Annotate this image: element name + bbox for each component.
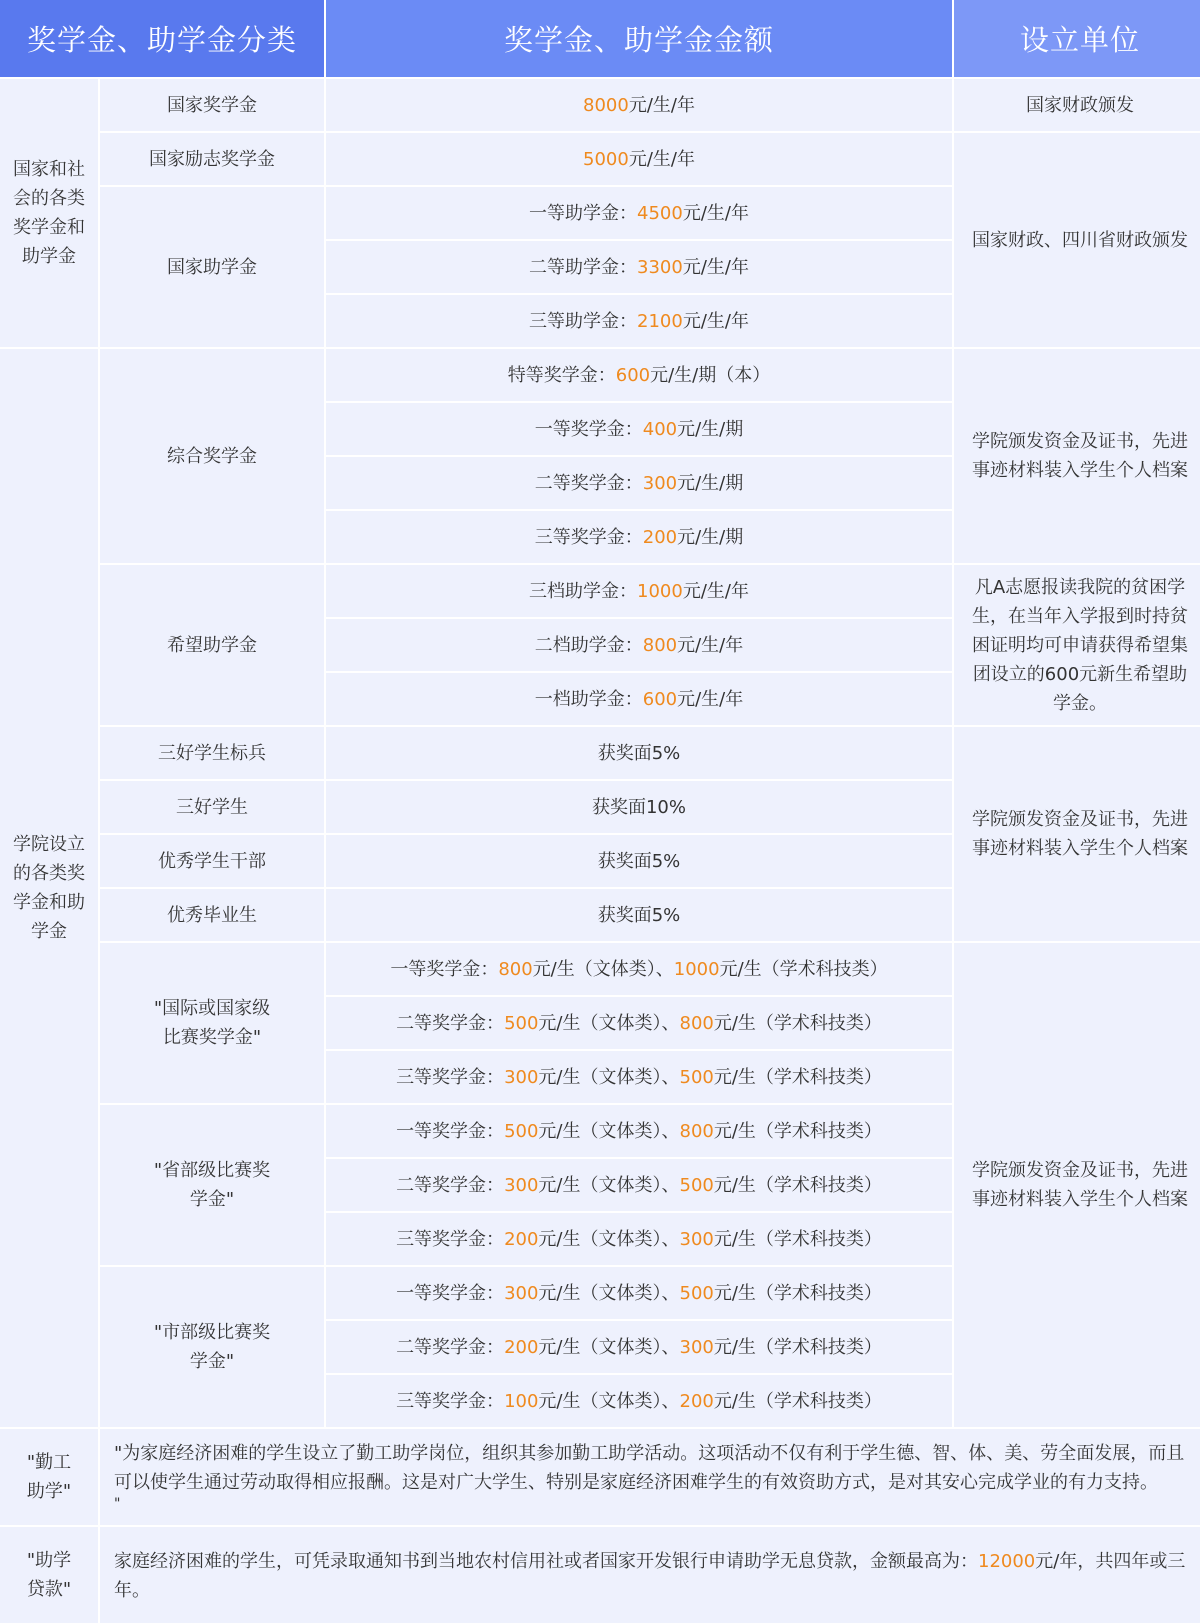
amount-row: 一等奖学金： 800 元/生（文体类）、 1000 元/生（学术科技类）: [326, 943, 952, 995]
work-study-text: "为家庭经济困难的学生设立了勤工助学岗位，组织其参加勤工助学活动。这项活动不仅有利于学生德、智、体、美、劳全面发展，而且可以使学生通过劳动取得相应报酬。这是对广大学生、特别是家庭经济困难学生的有效资助方式，是对其安心完成学业的有力支持。: [114, 1443, 1185, 1493]
amount-row: 三等助学金： 2100 元/生/年: [326, 295, 952, 347]
amount-row: 二等奖学金： 200 元/生（文体类）、 300 元/生（学术科技类）: [326, 1321, 952, 1373]
name-national-grant: 国家助学金: [100, 187, 324, 347]
header-unit: 设立单位: [954, 0, 1200, 77]
amount-row: 三档助学金： 1000 元/生/年: [326, 565, 952, 617]
amount-row: 二等助学金： 3300 元/生/年: [326, 241, 952, 293]
unit-national-provincial-finance: 国家财政、四川省财政颁发: [954, 133, 1200, 347]
work-study-description: [100, 1429, 1200, 1525]
amount-row: 获奖面5%: [326, 889, 952, 941]
name-model-student: 三好学生标兵: [100, 727, 324, 779]
name-national-scholarship: 国家奖学金: [100, 79, 324, 131]
unit-national-finance: 国家财政颁发: [954, 79, 1200, 131]
header-category: 奖学金、助学金分类: [0, 0, 324, 77]
amount-row: 三等奖学金： 200 元/生（文体类）、 300 元/生（学术科技类）: [326, 1213, 952, 1265]
amount-row: 三等奖学金： 300 元/生（文体类）、 500 元/生（学术科技类）: [326, 1051, 952, 1103]
name-comprehensive: 综合奖学金: [100, 349, 324, 563]
amount-row: 二档助学金： 800 元/生/年: [326, 619, 952, 671]
group-loan: "助学贷款": [0, 1527, 98, 1623]
unit-college-comprehensive: 学院颁发资金及证书，先进事迹材料装入学生个人档案: [954, 349, 1200, 563]
amount-row: 一等奖学金： 500 元/生（文体类）、 800 元/生（学术科技类）: [326, 1105, 952, 1157]
unit-college-competition: 学院颁发资金及证书，先进事迹材料装入学生个人档案: [954, 943, 1200, 1427]
amount-row: 特等奖学金： 600 元/生/期（本）: [326, 349, 952, 401]
amount-row: 5000 元/生/年: [326, 133, 952, 185]
amount-row: 三等奖学金： 100 元/生（文体类）、 200 元/生（学术科技类）: [326, 1375, 952, 1427]
work-study-close-quote: ": [114, 1496, 121, 1512]
amount-row: 一等助学金： 4500 元/生/年: [326, 187, 952, 239]
unit-college-honors: 学院颁发资金及证书，先进事迹材料装入学生个人档案: [954, 727, 1200, 941]
amount-row: 获奖面10%: [326, 781, 952, 833]
amount-row: 8000 元/生/年: [326, 79, 952, 131]
name-city-competition: "市部级比赛奖学金": [100, 1267, 324, 1427]
amount-row: 一等奖学金： 300 元/生（文体类）、 500 元/生（学术科技类）: [326, 1267, 952, 1319]
header-amount: 奖学金、助学金金额: [326, 0, 952, 77]
name-provincial-competition: "省部级比赛奖学金": [100, 1105, 324, 1265]
unit-hope-group: 凡A志愿报读我院的贫困学生，在当年入学报到时持贫困证明均可申请获得希望集团设立的600元新生希望助学金。: [954, 565, 1200, 725]
amount-row: 一档助学金： 600 元/生/年: [326, 673, 952, 725]
amount-row: 三等奖学金： 200 元/生/期: [326, 511, 952, 563]
amount-row: 获奖面5%: [326, 835, 952, 887]
loan-description: 家庭经济困难的学生，可凭录取通知书到当地农村信用社或者国家开发银行申请助学无息贷款，金额最高为：12000元/年，共四年或三年。: [100, 1527, 1200, 1623]
amount-row: 二等奖学金： 500 元/生（文体类）、 800 元/生（学术科技类）: [326, 997, 952, 1049]
group-national: 国家和社会的各类奖学金和助学金: [0, 79, 98, 347]
amount-row: 二等奖学金： 300 元/生/期: [326, 457, 952, 509]
name-student-cadre: 优秀学生干部: [100, 835, 324, 887]
amount-row: 获奖面5%: [326, 727, 952, 779]
group-college: 学院设立的各类奖学金和助学金: [0, 349, 98, 1427]
loan-amount: 12000: [978, 1551, 1036, 1572]
name-national-encouragement: 国家励志奖学金: [100, 133, 324, 185]
name-merit-student: 三好学生: [100, 781, 324, 833]
name-hope-grant: 希望助学金: [100, 565, 324, 725]
group-work-study: "勤工助学": [0, 1429, 98, 1525]
name-graduate: 优秀毕业生: [100, 889, 324, 941]
amount-row: 二等奖学金： 300 元/生（文体类）、 500 元/生（学术科技类）: [326, 1159, 952, 1211]
name-international-competition: "国际或国家级比赛奖学金": [100, 943, 324, 1103]
amount-row: 一等奖学金： 400 元/生/期: [326, 403, 952, 455]
